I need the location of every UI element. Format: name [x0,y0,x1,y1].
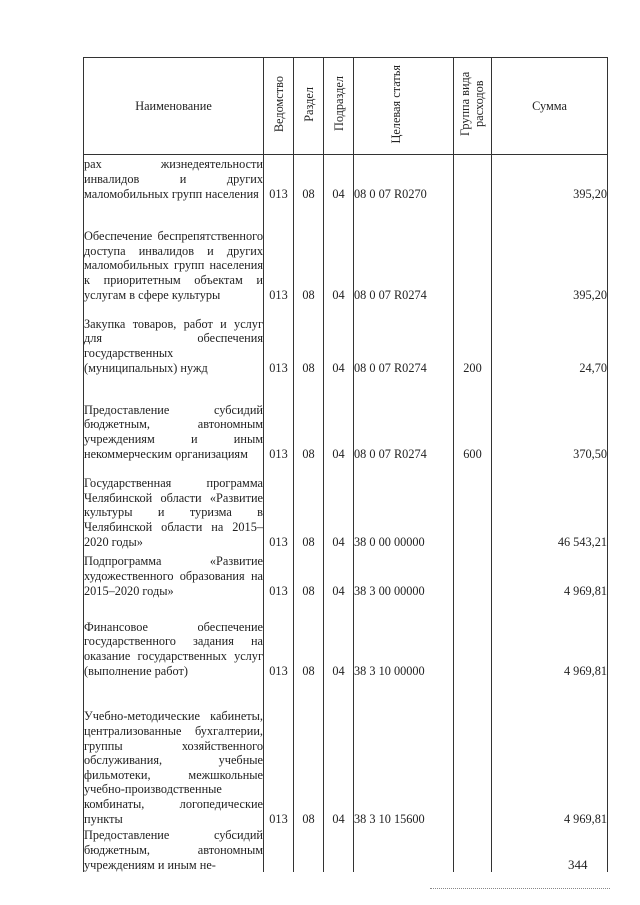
row-subsection: 04 [324,678,354,826]
row-subsection: 04 [324,201,354,302]
row-name: Предоставление субсидий бюджетным, автономным учреждениям и иным не- [84,826,264,872]
table-row [84,461,608,549]
row-section [294,826,324,872]
row-name: Государственная программа Челябинской области «Развитие культуры и туризма в Челябинской области на 2015–2020 годы» [84,461,264,549]
row-target-article: 38 3 00 00000 [354,549,454,598]
row-name: Предоставление субсидий бюджетным, автономным учреждениям и иным некоммерческим организациям [84,375,264,461]
row-sum: 4 969,81 [492,678,608,826]
table-row [84,678,608,826]
row-target-article: 08 0 07 R0274 [354,375,454,461]
row-sum: 4 969,81 [492,549,608,598]
row-department: 013 [264,201,294,302]
row-target-article: 08 0 07 R0274 [354,201,454,302]
table-header-row [84,58,608,155]
row-expense-group [454,154,492,201]
table-row [84,375,608,461]
header-department: Ведомство [264,58,294,155]
table-row [84,201,608,302]
page-number: 344 [568,857,588,872]
row-name: Финансовое обеспечение государственного задания на оказание государственных услуг (выполнение работ) [84,598,264,678]
row-section: 08 [294,461,324,549]
row-expense-group [454,826,492,872]
row-sum: 4 969,81 [492,598,608,678]
row-expense-group: 600 [454,375,492,461]
row-subsection: 04 [324,302,354,375]
row-section: 08 [294,302,324,375]
row-department: 013 [264,302,294,375]
row-section: 08 [294,201,324,302]
budget-table [83,57,608,872]
row-expense-group [454,678,492,826]
table-row [84,826,608,872]
row-section: 08 [294,154,324,201]
row-expense-group: 200 [454,302,492,375]
row-subsection: 04 [324,375,354,461]
row-department: 013 [264,678,294,826]
header-expense-group: Группа вида расходов [454,58,492,155]
row-subsection: 04 [324,598,354,678]
table-row [84,549,608,598]
row-expense-group [454,549,492,598]
row-sum: 395,20 [492,154,608,201]
row-department: 013 [264,154,294,201]
row-expense-group [454,201,492,302]
row-subsection: 04 [324,154,354,201]
row-department [264,826,294,872]
row-sum: 395,20 [492,201,608,302]
header-section: Раздел [294,58,324,155]
row-section: 08 [294,549,324,598]
table-row [84,154,608,201]
footer-rule [430,888,610,889]
row-expense-group [454,461,492,549]
row-subsection: 04 [324,461,354,549]
row-sum [492,826,608,872]
row-subsection [324,826,354,872]
row-sum: 24,70 [492,302,608,375]
row-name: Закупка товаров, работ и услуг для обеспечения государственных (муниципальных) нужд [84,302,264,375]
row-department: 013 [264,375,294,461]
header-subsection: Подраздел [324,58,354,155]
row-target-article: 08 0 07 R0270 [354,154,454,201]
row-target-article: 08 0 07 R0274 [354,302,454,375]
header-target-article: Целевая статья [354,58,454,155]
row-department: 013 [264,549,294,598]
row-name: Подпрограмма «Развитие художественного образования на 2015–2020 годы» [84,549,264,598]
table-row [84,598,608,678]
row-department: 013 [264,461,294,549]
row-section: 08 [294,598,324,678]
row-section: 08 [294,375,324,461]
row-department: 013 [264,598,294,678]
row-target-article: 38 3 10 00000 [354,598,454,678]
row-sum: 370,50 [492,375,608,461]
row-target-article: 38 0 00 00000 [354,461,454,549]
row-expense-group [454,598,492,678]
row-name: рах жизнедеятельности инвалидов и других маломобильных групп населения [84,154,264,201]
header-name: Наименование [84,58,264,155]
row-sum: 46 543,21 [492,461,608,549]
row-name: Учебно-методические кабинеты, централизованные бухгалтерии, группы хозяйственного обслуживания, учебные фильмотеки, межшкольные учебно-производственные комбинаты, логопедические пункты [84,678,264,826]
row-target-article [354,826,454,872]
row-name: Обеспечение беспрепятственного доступа инвалидов и других маломобильных групп населения к приоритетным объектам и услугам в сфере культуры [84,201,264,302]
header-sum: Сумма [492,58,608,155]
row-section: 08 [294,678,324,826]
row-subsection: 04 [324,549,354,598]
table-row [84,302,608,375]
row-target-article: 38 3 10 15600 [354,678,454,826]
